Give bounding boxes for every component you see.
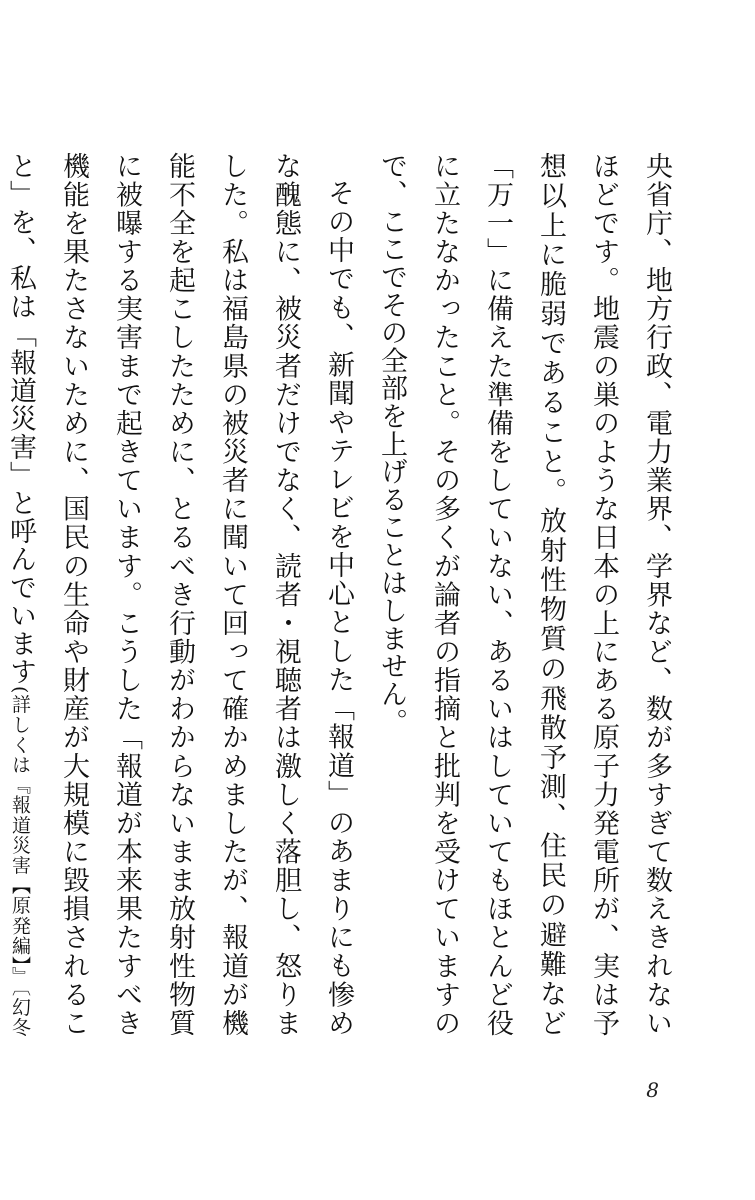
page-number: 8 [646,1078,659,1102]
paragraph-2-text: その中でも、新聞やテレビを中心とした「報道」のあまりにも惨めな醜態に、被災者だけでなく、読者・視聴者は激しく落胆し、怒りました。私は福島県の被災者に聞いて回って確かめましたが、報道が機能不全を起こしたために、とるべき行動がわからないまま放射性物質に被曝する実害まで起きています。こうした「報道が本来果たすべき機能を果たさないために、国民の生命や財産が大規模に毀損されること」を、私は「報道災害」と呼んでいます [5,152,354,1037]
vertical-body-text [5,152,683,1037]
paragraph-2-reference-note: (詳しくは『報道災害【原発編】』〔幻冬 [9,685,31,1037]
paragraph-1 [365,152,683,1037]
paragraph-2 [0,152,365,1037]
paragraph-1-text: 央省庁、地方行政、電力業界、学界など、数が多すぎて数えきれないほどです。地震の巣のような日本の上にある原子力発電所が、実は予想以上に脆弱であること。放射性物質の飛散予測、住民の避難など「万一」に備えた準備をしていない、あるいはしていてもほとんど役に立たなかったこと。その多くが論者の指摘と批判を受けていますので、ここでその全部を上げることはしません。 [376,152,672,1037]
